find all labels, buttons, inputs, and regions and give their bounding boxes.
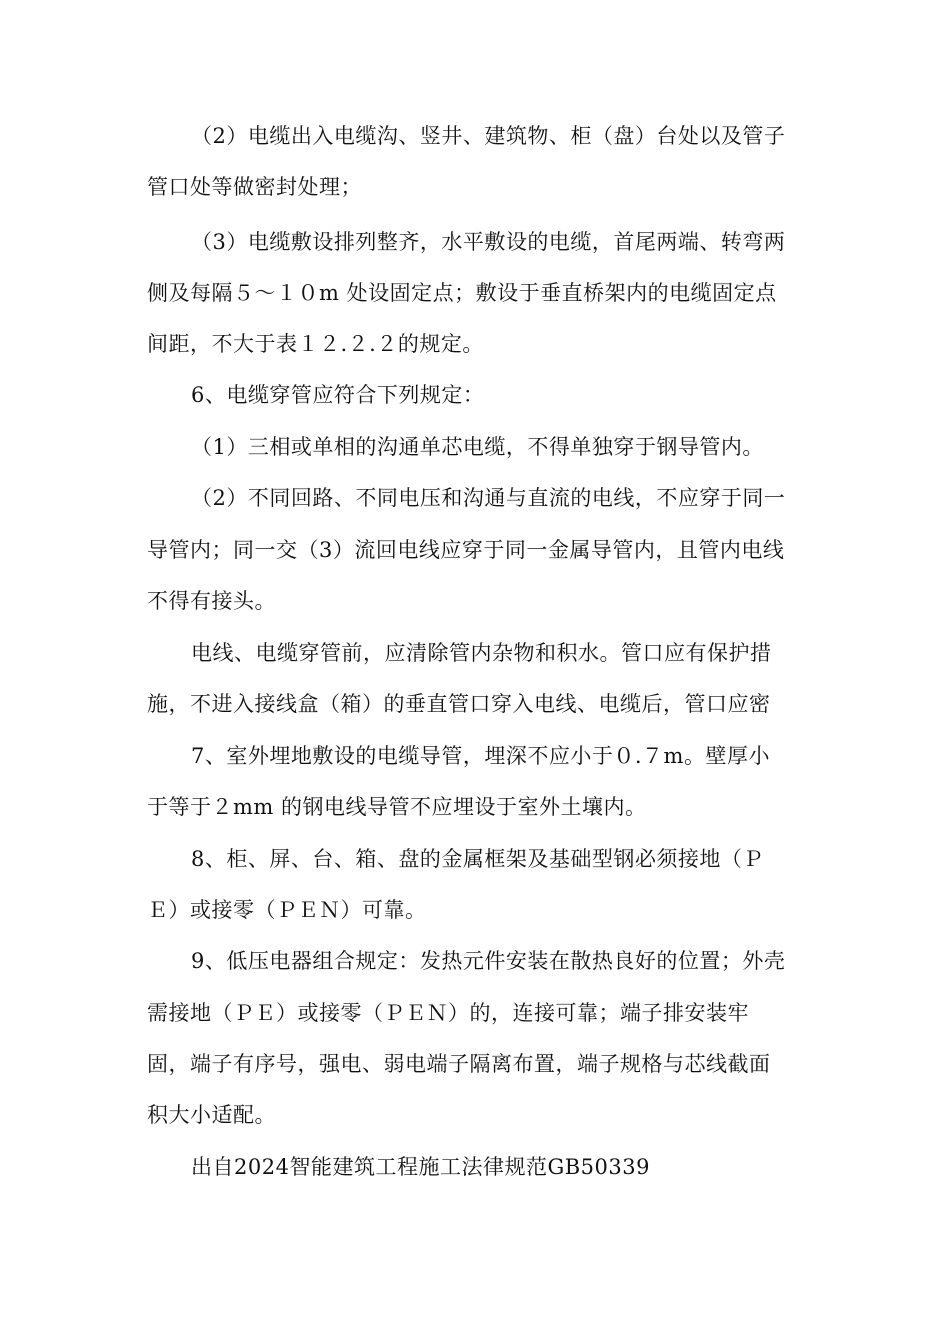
section-7-line-2: 于等于２mm 的钢电线导管不应埋设于室外土壤内。 xyxy=(147,795,647,819)
section-9-line-1: 9、低压电器组合规定：发热元件安装在散热良好的位置；外壳 xyxy=(191,949,786,973)
section-6-item-2-line-1: （2）不同回路、不同电压和沟通与直流的电线，不应穿于同一 xyxy=(191,486,786,510)
section-7-line-1: 7、室外埋地敷设的电缆导管，埋深不应小于０.７m。壁厚小 xyxy=(191,744,770,768)
section-6-heading: 6、电缆穿管应符合下列规定： xyxy=(191,383,485,407)
section-8-line-1: 8、柜、屏、台、箱、盘的金属框架及基础型钢必须接地（Ｐ xyxy=(191,847,764,871)
section-6-item-1: （1）三相或单相的沟通单芯电缆，不得单独穿于钢导管内。 xyxy=(191,435,764,459)
source-citation: 出自2024智能建筑工程施工法律规范GB50339 xyxy=(191,1155,650,1179)
section-8-line-2: Ｅ）或接零（ＰＥＮ）可靠。 xyxy=(147,898,427,922)
paragraph-conduit-cleaning-line-1: 电线、电缆穿管前，应清除管内杂物和积水。管口应有保护措 xyxy=(191,641,772,665)
section-9-line-2: 需接地（ＰＥ）或接零（ＰＥＮ）的，连接可靠；端子排安装牢 xyxy=(147,1001,749,1025)
section-9-line-3: 固，端子有序号，强电、弱电端子隔离布置，端子规格与芯线截面 xyxy=(147,1052,771,1076)
paragraph-cable-seal-line-2: 管口处等做密封处理； xyxy=(147,175,362,199)
paragraph-cable-laying-line-2: 侧及每隔５～１０m 处设固定点；敷设于垂直桥架内的电缆固定点 xyxy=(147,281,777,305)
paragraph-cable-laying-line-1: （3）电缆敷设排列整齐，水平敷设的电缆，首尾两端、转弯两 xyxy=(191,230,786,254)
section-6-item-2-line-2: 导管内；同一交（3）流回电线应穿于同一金属导管内，且管内电线 xyxy=(147,538,785,562)
section-9-line-4: 积大小适配。 xyxy=(147,1103,276,1127)
paragraph-conduit-cleaning-line-2: 施，不进入接线盒（箱）的垂直管口穿入电线、电缆后，管口应密 xyxy=(147,692,771,716)
paragraph-cable-laying-line-3: 间距，不大于表１２.２.２的规定。 xyxy=(147,332,484,356)
section-6-item-2-line-3: 不得有接头。 xyxy=(147,589,276,613)
paragraph-cable-seal-line-1: （2）电缆出入电缆沟、竖井、建筑物、柜（盘）台处以及管子 xyxy=(191,124,786,148)
